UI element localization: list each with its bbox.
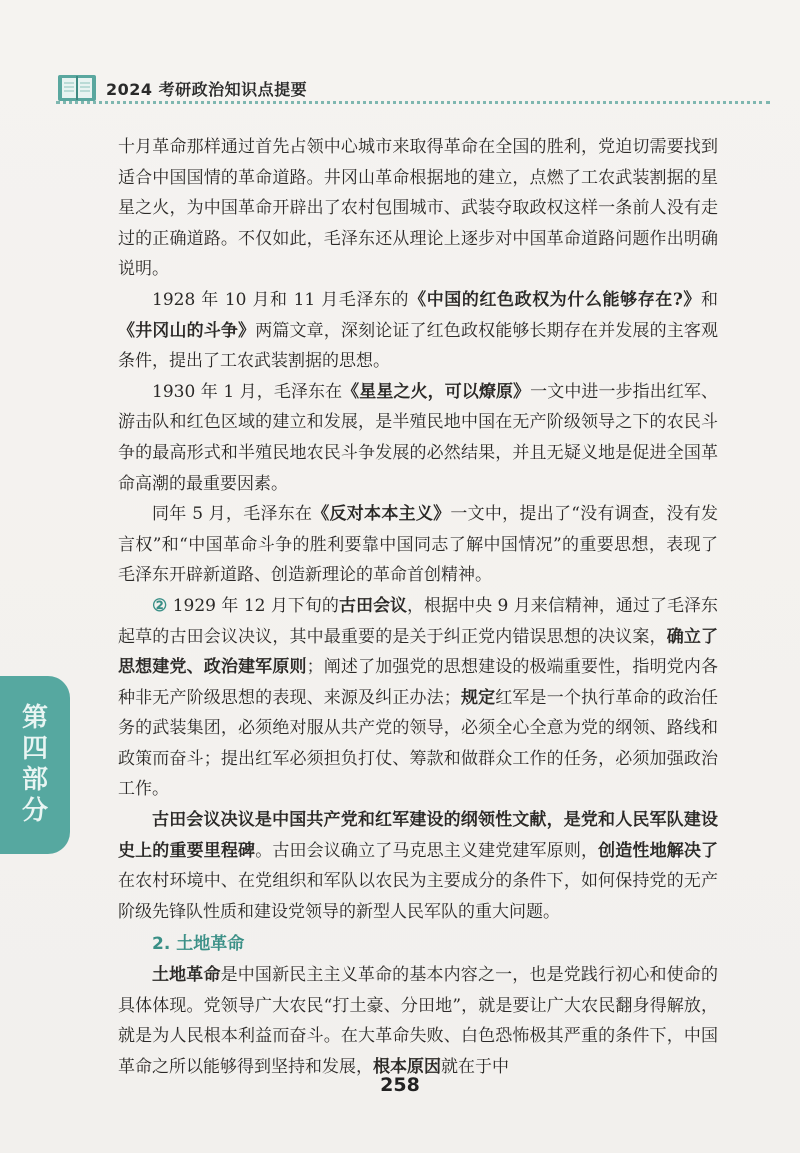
paragraph-2 bbox=[118, 285, 718, 377]
part-side-tab bbox=[0, 676, 70, 854]
bold-title: 《反对本本主义》 bbox=[312, 504, 451, 525]
bold-term: 确立了思想建党、政治建军原则 bbox=[118, 626, 719, 678]
bold-title: 《井冈山的斗争》 bbox=[118, 320, 256, 341]
side-tab-char: 第 bbox=[21, 703, 48, 733]
text-run: ，根据中央 9 月来信精神，通过了毛泽东起草的古田会议决议，其中最重要的是关于纠正党内错误思想的决议案， bbox=[118, 595, 718, 647]
bold-term: 古田会议决议是中国共产党和红军建设的纲领性文献，是党和人民军队建设史上的重要里程碑 bbox=[118, 810, 718, 861]
side-tab-char: 四 bbox=[21, 734, 48, 764]
side-tab-char: 部 bbox=[21, 765, 48, 795]
section-heading: 2. 土地革命 bbox=[152, 934, 245, 955]
bold-title: 《中国的红色政权为什么能够存在?》 bbox=[409, 289, 701, 310]
bold-term: 古田会议 bbox=[338, 595, 408, 616]
text-run: 一文中进一步指出红军、游击队和红色区域的建立和发展，是半殖民地中国在无产阶级领导之下的农民斗争的最高形式和半殖民地农民斗争发展的必然结果，并且无疑义地是促进全国革命高潮的最重要因素。 bbox=[118, 381, 719, 494]
text-run: 和 bbox=[701, 289, 718, 310]
item-number: ② bbox=[152, 595, 168, 616]
header-title: 2024 考研政治知识点提要 bbox=[106, 79, 308, 99]
text-run: 是中国新民主主义革命的基本内容之一，也是党践行初心和使命的具体体现。党领导广大农民“打土豪、分田地”，就是要让广大农民翻身得解放，就是为人民根本利益而奋斗。在大革命失败、白色恐怖极其严重的条件下，中国革命之所以能够得到坚持和发展， bbox=[118, 965, 718, 1077]
body-text bbox=[118, 132, 718, 1082]
text-run: 两篇文章，深刻论证了红色政权能够长期存在并发展的主客观条件，提出了工农武装割据的思想。 bbox=[118, 320, 719, 372]
text-run: 就在于中 bbox=[441, 1056, 509, 1077]
text-run: 1930 年 1 月，毛泽东在 bbox=[152, 381, 343, 402]
paragraph-6 bbox=[118, 805, 718, 927]
text-run: 1929 年 12 月下旬的 bbox=[167, 595, 339, 616]
text-run: 1928 年 10 月和 11 月毛泽东的 bbox=[152, 289, 410, 310]
text-run: 在农村环境中、在党组织和军队以农民为主要成分的条件下，如何保持党的无产阶级先锋队性质和建设党领导的新型人民军队的重大问题。 bbox=[118, 871, 718, 922]
header-divider bbox=[56, 101, 770, 104]
paragraph-3 bbox=[118, 377, 718, 499]
bold-title: 《星星之火，可以燎原》 bbox=[342, 381, 531, 402]
page-number: 258 bbox=[380, 1074, 420, 1096]
text-run: 同年 5 月，毛泽东在 bbox=[152, 504, 313, 525]
book-icon bbox=[56, 72, 98, 104]
text-run: ；阐述了加强党的思想建设的极端重要性，指明党内各种非无产阶级思想的表现、来源及纠正办法； bbox=[118, 657, 719, 708]
text-run: 红军是一个执行革命的政治任务的武装集团，必须绝对服从共产党的领导，必须全心全意为党的纲领、路线和政策而奋斗；提出红军必须担负打仗、筹款和做群众工作的任务，必须加强政治工作。 bbox=[118, 687, 719, 800]
text-run: 一文中，提出了“没有调查，没有发言权”和“中国革命斗争的胜利要靠中国同志了解中国情况”的重要思想，表现了毛泽东开辟新道路、创造新理论的革命首创精神。 bbox=[118, 504, 719, 586]
side-tab-char: 分 bbox=[21, 796, 48, 826]
text-run: 。古田会议确立了马克思主义建党建军原则， bbox=[255, 840, 599, 861]
bold-term: 根本原因 bbox=[373, 1056, 441, 1077]
paragraph-4 bbox=[118, 499, 718, 591]
bold-term: 创造性地解决了 bbox=[598, 840, 719, 861]
paragraph-5 bbox=[118, 591, 718, 805]
bold-term: 土地革命 bbox=[152, 965, 221, 986]
paragraph-1: 十月革命那样通过首先占领中心城市来取得革命在全国的胜利，党迫切需要找到适合中国国情的革命道路。井冈山革命根据地的建立，点燃了工农武装割据的星星之火，为中国革命开辟出了农村包围城市、武装夺取政权这样一条前人没有走过的正确道路。不仅如此，毛泽东还从理论上逐步对中国革命道路问题作出明确说明。 bbox=[118, 137, 718, 280]
bold-term: 规定 bbox=[460, 687, 496, 708]
paragraph-7 bbox=[118, 960, 718, 1082]
